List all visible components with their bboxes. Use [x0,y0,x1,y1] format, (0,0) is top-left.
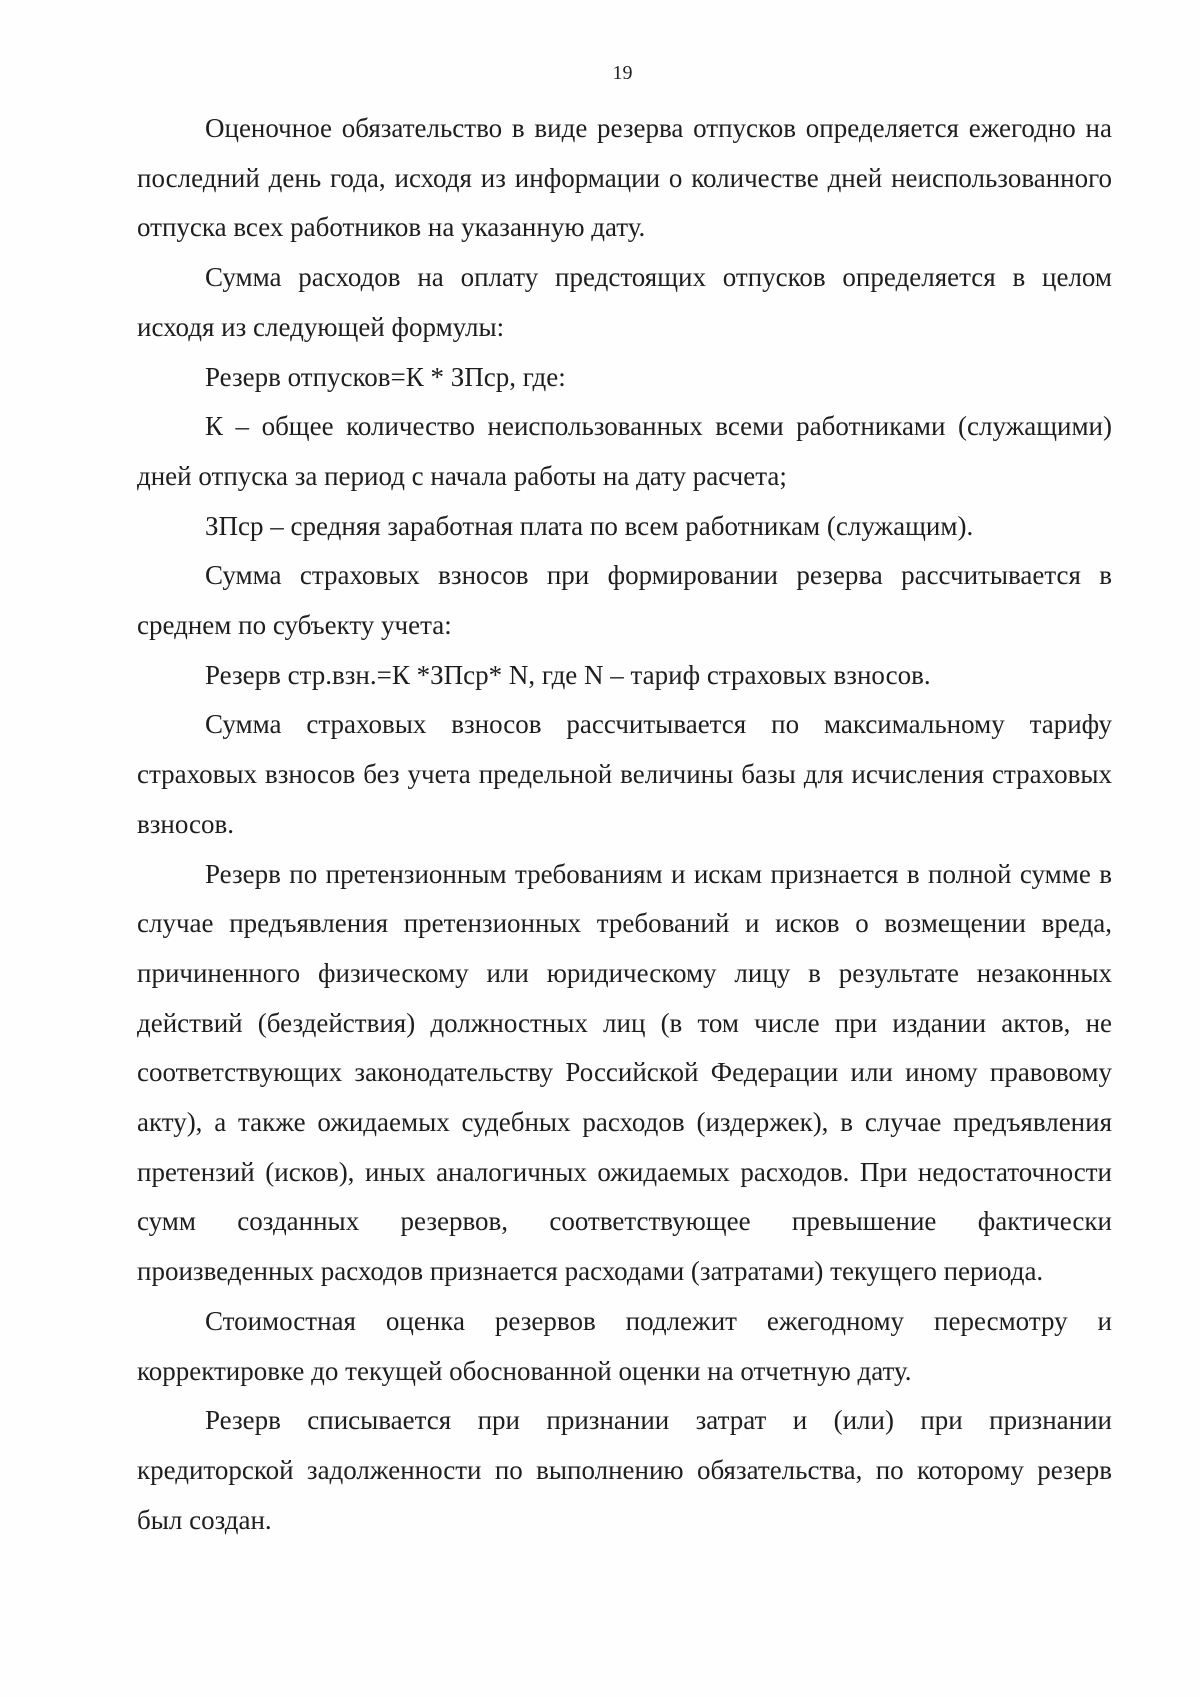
definition-k: К – общее количество неиспользованных всеми работниками (служащими) дней отпуска за период с начала работы на дату расчета; [137,411,1112,491]
page-number: 19 [612,62,633,84]
formula-insurance-reserve: Резерв стр.взн.=К *ЗПср* N, где N – тариф страховых взносов. [205,659,931,690]
paragraph-insurance-max-tariff: Сумма страховых взносов рассчитывается по максимальному тарифу страховых взносов без учета предельной величины базы для исчисления страховых взносов. [137,709,1112,839]
paragraph-vacation-cost-intro: Сумма расходов на оплату предстоящих отпусков определяется в целом исходя из следующей формулы: [137,262,1112,342]
paragraph-claims-reserve: Резерв по претензионным требованиям и искам признается в полной сумме в случае предъявления претензионных требований и исков о возмещении вреда, причиненного физическому или юридическому лицу в результате незаконных действий (бездействия) должностных лиц (в том числе при издании актов, не соответствующих законодательству Российской Федерации или иному правовому акту), а также ожидаемых судебных расходов (издержек), в случае предъявления претензий (исков), иных аналогичных ожидаемых расходов. При недостаточности сумм созданных резервов, соответствующее превышение фактически произведенных расходов признается расходами (затратами) текущего периода. [137,858,1112,1287]
body-text [137,104,1112,1545]
paragraph-insurance-contributions-intro: Сумма страховых взносов при формировании резерва рассчитывается в среднем по субъекту учета: [137,560,1112,641]
formula-vacation-reserve: Резерв отпусков=К * ЗПср, где: [205,361,566,392]
paragraph-reserve-revaluation: Стоимостная оценка резервов подлежит ежегодному пересмотру и корректировке до текущей обоснованной оценки на отчетную дату. [137,1305,1112,1386]
paragraph-reserve-writeoff: Резерв списывается при признании затрат и (или) при признании кредиторской задолженности по выполнению обязательства, по которому резерв был создан. [137,1405,1112,1535]
definition-zpsr: ЗПср – средняя заработная плата по всем работникам (служащим). [205,510,974,541]
paragraph-vacation-reserve-definition: Оценочное обязательство в виде резерва отпусков определяется ежегодно на последний день года, исходя из информации о количестве дней неиспользованного отпуска всех работников на указанную дату. [137,113,1112,243]
